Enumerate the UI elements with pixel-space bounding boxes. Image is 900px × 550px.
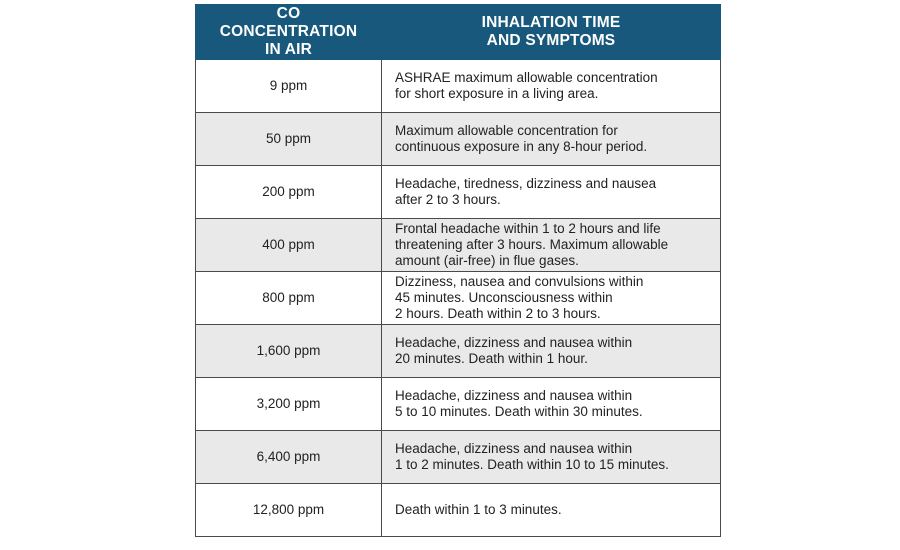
co-concentration-cell: 200 ppm [196,166,382,219]
table-row [196,378,721,431]
symptoms-line: threatening after 3 hours. Maximum allowable [395,237,669,252]
co-concentration-cell: 9 ppm [196,60,382,113]
header-line: AND SYMPTOMS [486,32,616,49]
symptoms-line: Headache, dizziness and nausea within [395,388,633,403]
co-concentration-cell: 1,600 ppm [196,325,382,378]
symptoms-line: Death within 1 to 3 minutes. [395,502,562,517]
header-line: INHALATION TIME [481,14,621,31]
table-row [196,484,721,537]
symptoms-line: continuous exposure in any 8-hour period. [395,139,648,154]
symptoms-line: Dizziness, nausea and convulsions within [395,274,644,289]
symptoms-cell [382,431,721,484]
header-line: IN AIR [264,41,313,58]
symptoms-line: for short exposure in a living area. [395,86,599,101]
co-concentration-cell: 800 ppm [196,272,382,325]
symptoms-cell [382,113,721,166]
table-row [196,219,721,272]
symptoms-line: 5 to 10 minutes. Death within 30 minutes. [395,404,643,419]
header-inhalation-symptoms [382,5,721,60]
symptoms-cell [382,378,721,431]
symptoms-line: Headache, dizziness and nausea within [395,441,633,456]
symptoms-cell [382,60,721,113]
co-concentration-cell: 400 ppm [196,219,382,272]
symptoms-cell [382,219,721,272]
table-row [196,113,721,166]
symptoms-line: 1 to 2 minutes. Death within 10 to 15 minutes. [395,457,669,472]
header-row [196,5,721,60]
symptoms-cell [382,166,721,219]
header-line: CONCENTRATION [219,23,358,40]
symptoms-line: ASHRAE maximum allowable concentration [395,70,658,85]
header-line: CO [276,5,301,22]
table-header [196,5,721,60]
symptoms-line: 45 minutes. Unconsciousness within [395,290,613,305]
co-concentration-cell: 3,200 ppm [196,378,382,431]
table-row [196,166,721,219]
symptoms-line: 20 minutes. Death within 1 hour. [395,351,588,366]
table-body [196,60,721,537]
table-row [196,431,721,484]
table-row [196,60,721,113]
co-concentration-cell: 50 ppm [196,113,382,166]
symptoms-line: Frontal headache within 1 to 2 hours and life [395,221,661,236]
symptoms-cell [382,484,721,537]
symptoms-line: Maximum allowable concentration for [395,123,618,138]
symptoms-line: amount (air-free) in flue gases. [395,253,579,268]
header-co-concentration [196,5,382,60]
symptoms-line: after 2 to 3 hours. [395,192,501,207]
symptoms-cell [382,272,721,325]
symptoms-line: Headache, dizziness and nausea within [395,335,633,350]
table-row [196,325,721,378]
table-row [196,272,721,325]
symptoms-cell [382,325,721,378]
symptoms-line: 2 hours. Death within 2 to 3 hours. [395,306,601,321]
co-concentration-cell: 6,400 ppm [196,431,382,484]
co-concentration-cell: 12,800 ppm [196,484,382,537]
symptoms-line: Headache, tiredness, dizziness and nausea [395,176,657,191]
co-exposure-table [195,4,721,537]
